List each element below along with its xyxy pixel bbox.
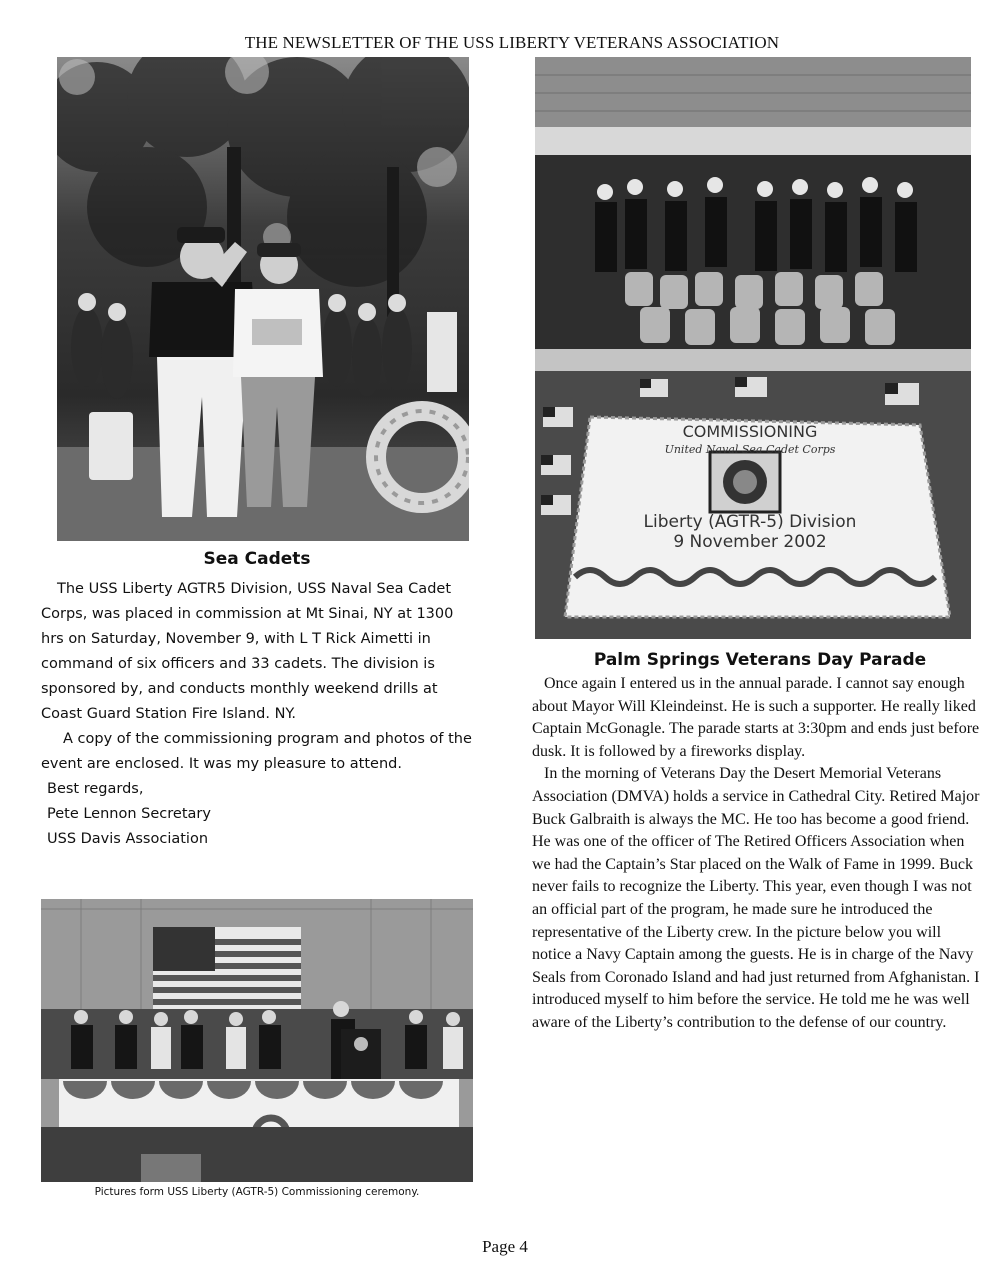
sea-cadets-signer: Pete Lennon Secretary	[47, 806, 211, 822]
palm-springs-article	[532, 673, 984, 1035]
photo-caption: Pictures form USS Liberty (AGTR-5) Commissioning ceremony.	[94, 1186, 420, 1198]
sea-cadets-heading: Sea Cadets	[203, 549, 311, 569]
cake-text-line-3: Liberty (AGTR-5) Division	[643, 512, 857, 532]
photo-veterans-saluting	[57, 57, 469, 541]
sea-cadets-sign-off: Best regards,	[47, 781, 144, 797]
photo-commissioning-ceremony-stage	[41, 899, 473, 1182]
cake-text-line-1: COMMISSIONING	[682, 422, 818, 441]
newsletter-masthead: THE NEWSLETTER OF THE USS LIBERTY VETERANS ASSOCIATION	[244, 33, 780, 52]
sea-cadets-signer-org: USS Davis Association	[47, 831, 209, 847]
page-number: Page 4	[482, 1237, 528, 1256]
sea-cadets-article	[41, 577, 476, 852]
cake-text-line-4: 9 November 2002	[673, 532, 827, 552]
photo-ceremony-stage-image	[41, 899, 473, 1182]
palm-springs-paragraph-1: Once again I entered us in the annual parade. I cannot say enough about Mayor Will Kleindeinst. He is such a supporter. He really liked Captain McGonagle. The parade starts at 3:30pm and ends just before dusk. It is followed by a fireworks display.	[532, 675, 980, 760]
sea-cadets-paragraph-2: A copy of the commissioning program and photos of the event are enclosed. It was my pleasure to attend.	[41, 731, 472, 772]
palm-springs-heading: Palm Springs Veterans Day Parade	[593, 650, 927, 670]
photo-veterans-saluting-image	[57, 57, 469, 541]
palm-springs-paragraph-2: In the morning of Veterans Day the Desert Memorial Veterans Association (DMVA) holds a service in Cathedral City. Retired Major Buck Galbraith is always the MC. He too has become a good friend. He was one of the officer of The Retired Officers Association when we had the Captain’s Star placed on the Walk of Fame in 1999. Buck never fails to recognize the Liberty. This year, even though I was not an official part of the program, he made sure he introduced the representative of the Liberty crew. In the picture below you will notice a Navy Captain among the guests. He is in charge of the Navy Seals from Coronado Island and had just returned from Afghanistan. I introduced myself to him before the service. He told me he was well aware of the Liberty’s contribution to the defense of our country.	[532, 765, 980, 1031]
sea-cadets-paragraph-1: The USS Liberty AGTR5 Division, USS Naval Sea Cadet Corps, was placed in commission at Mt Sinai, NY at 1300 hrs on Saturday, November 9, with L T Rick Aimetti in command of six officers and 33 cadets. The division is sponsored by, and conducts monthly weekend drills at Coast Guard Station Fire Island. NY.	[41, 581, 454, 722]
photo-commissioning-hall-and-cake	[535, 57, 971, 639]
cake-text-line-2: United Naval Sea Cadet Corps	[664, 443, 836, 456]
photo-commissioning-hall-image	[535, 57, 971, 639]
